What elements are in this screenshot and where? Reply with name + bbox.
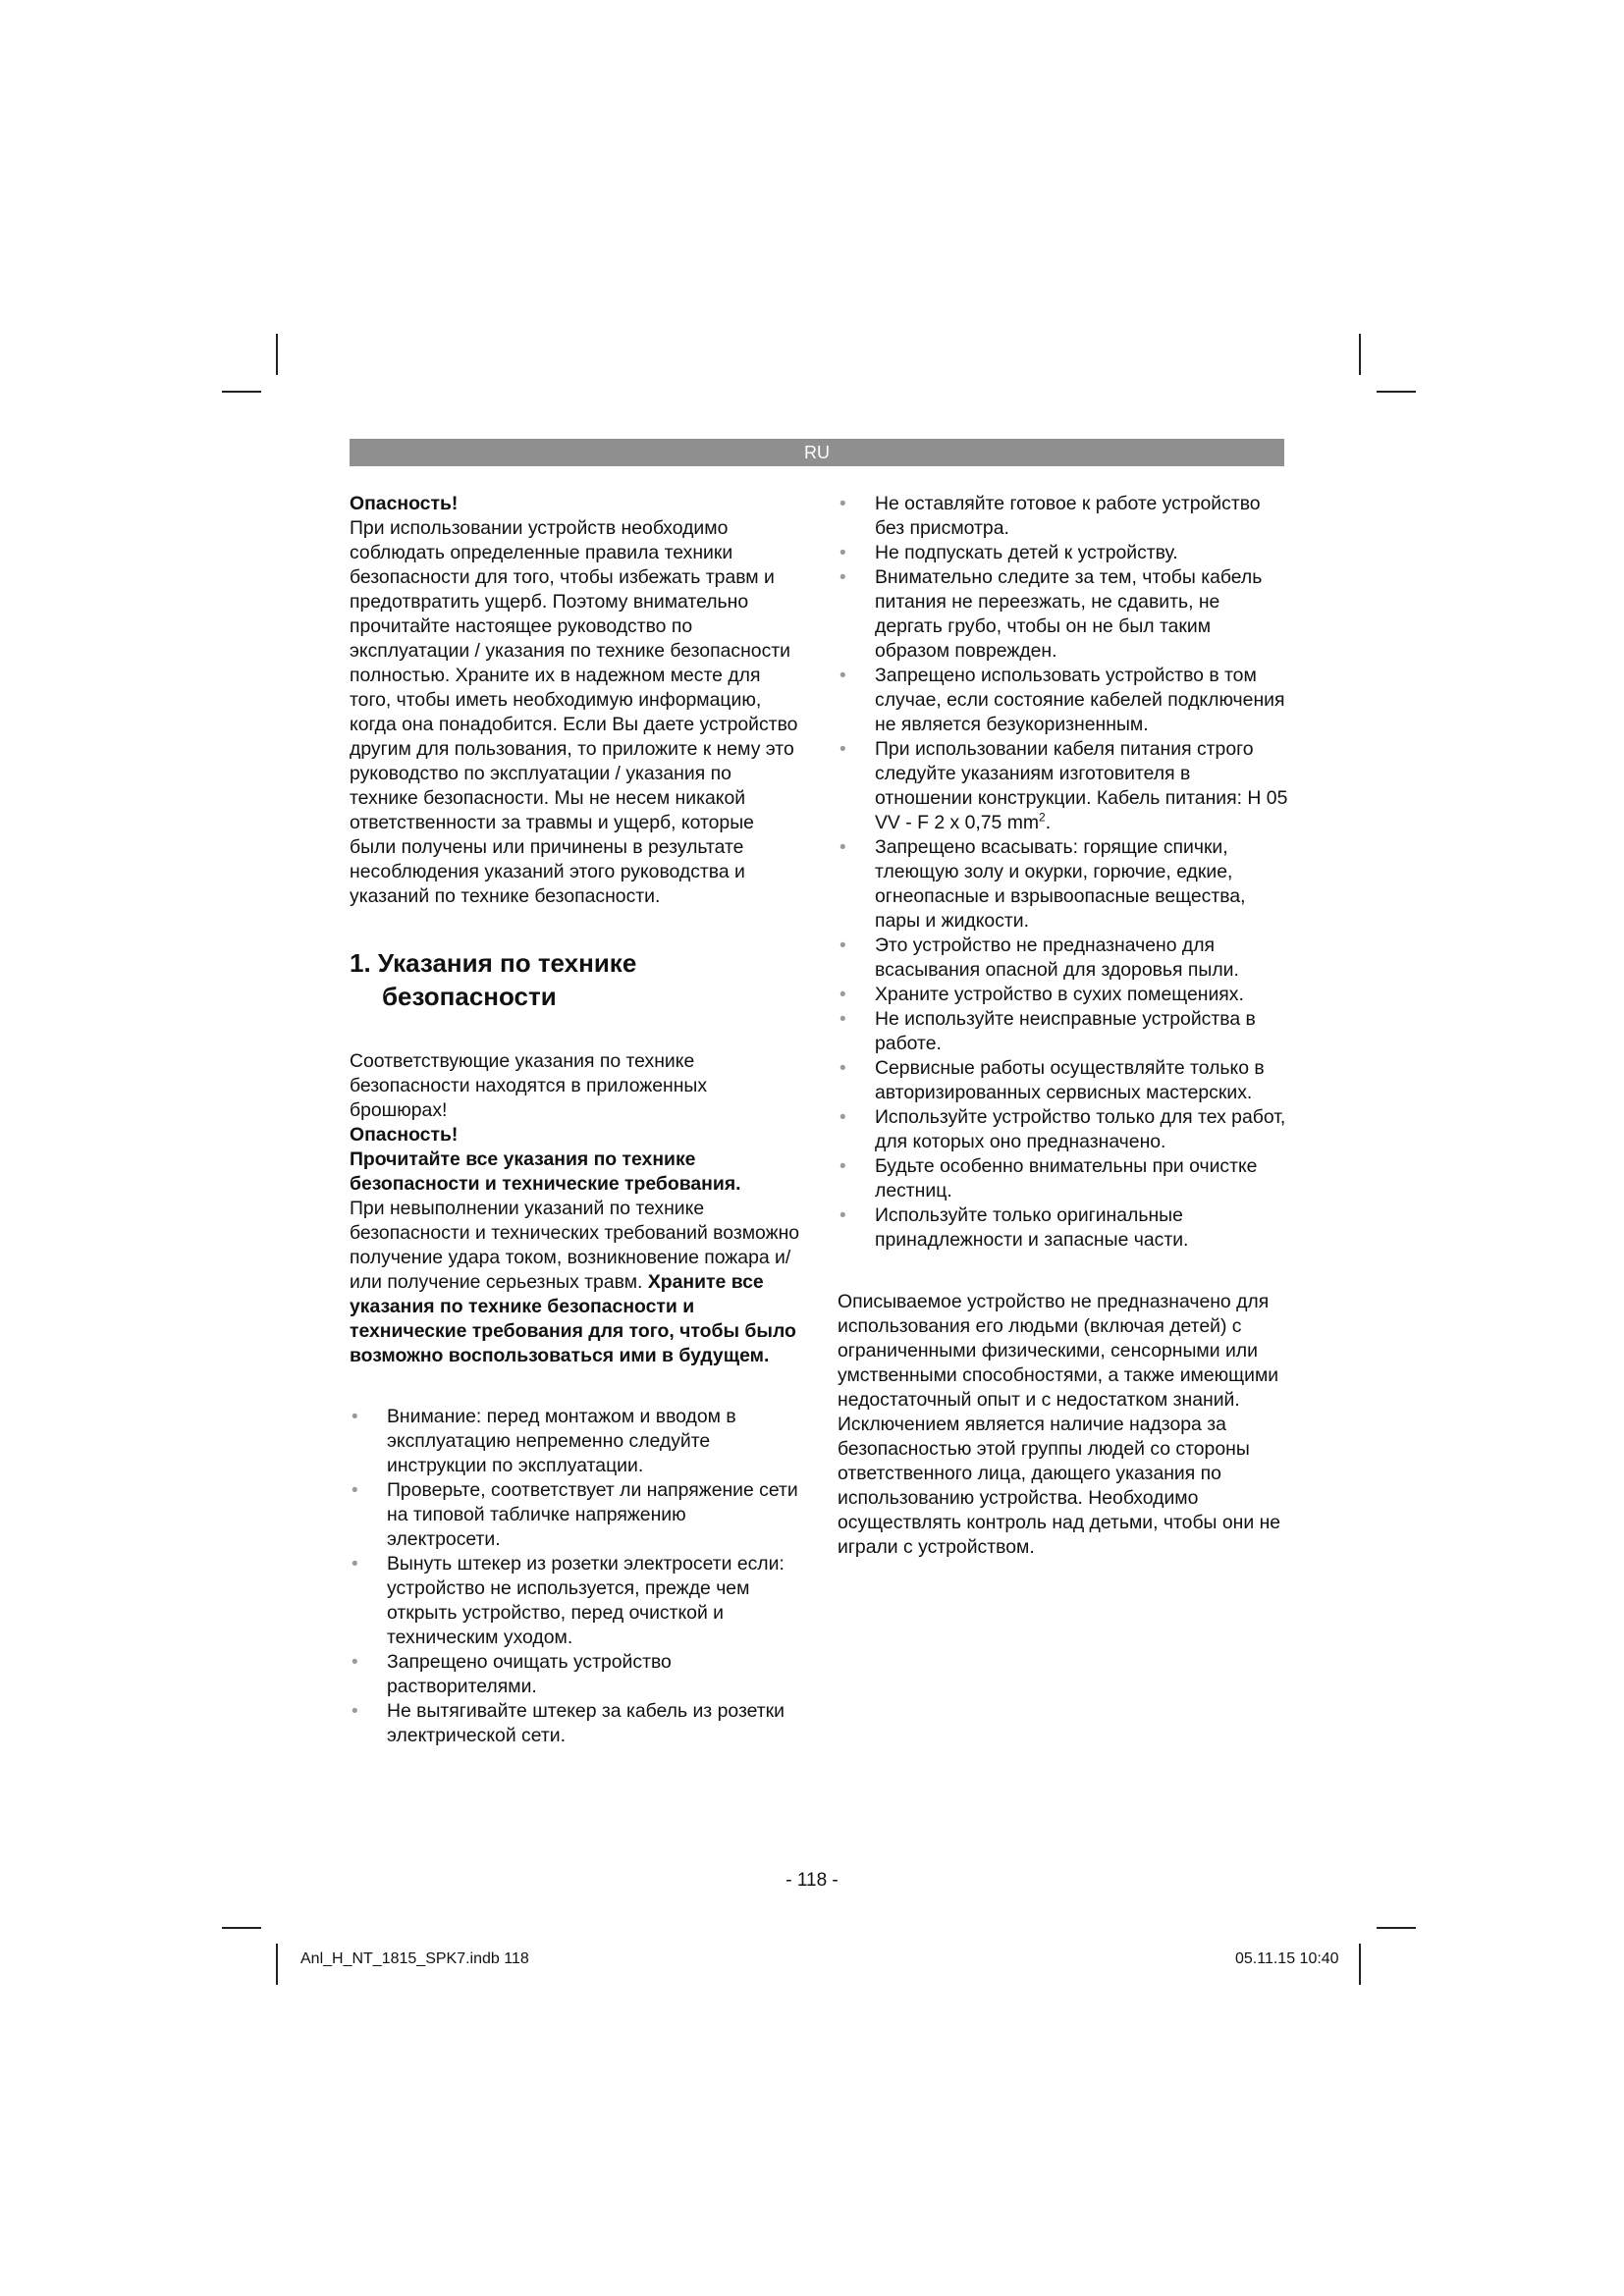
bullet-icon: •	[352, 1480, 358, 1501]
left-bullet-list	[350, 1405, 801, 1748]
bullet-icon: •	[839, 543, 846, 563]
bullet-icon: •	[839, 666, 846, 686]
right-column	[838, 492, 1289, 1560]
list-item: • Внимательно следите за тем, чтобы кабель питания не переезжать, не сдавить, не дергать грубо, чтобы он не был таким образом поврежден.	[839, 566, 1263, 662]
list-item: • Не оставляйте готовое к работе устройство без присмотра.	[839, 493, 1261, 539]
bullet-icon: •	[839, 837, 846, 858]
superscript-two: 2	[1039, 810, 1046, 825]
left-column	[350, 492, 801, 1748]
bullet-icon: •	[839, 567, 846, 588]
list-item: • Не подпускать детей к устройству.	[839, 542, 1178, 563]
bullet-icon: •	[839, 1156, 846, 1177]
crop-mark-top-right-vertical	[1359, 334, 1361, 375]
bullet-icon: •	[839, 985, 846, 1005]
page-number: - 118 -	[785, 1870, 839, 1891]
list-item: • Используйте только оригинальные принадлежности и запасные части.	[839, 1204, 1189, 1251]
bullet-icon: •	[352, 1407, 358, 1427]
footer-date-time: 05.11.15 10:40	[1235, 1950, 1339, 1967]
bullet-icon: •	[839, 1107, 846, 1128]
language-header-bar	[350, 439, 1284, 466]
bullet-icon: •	[839, 1205, 846, 1226]
crop-mark-top-left-horizontal	[222, 391, 261, 393]
footer-file-info: Anl_H_NT_1815_SPK7.indb 118	[300, 1950, 529, 1967]
bullet-icon: •	[352, 1554, 358, 1575]
crop-mark-bottom-right-horizontal	[1377, 1927, 1416, 1929]
list-item: • Запрещено использовать устройство в том случае, если состояние кабелей подключения не является безукоризненным.	[839, 665, 1285, 735]
keep-instructions-text: Храните все указания по технике безопасности и технические требования для того, чтобы было возможно воспользоваться ими в будущем.	[350, 1271, 796, 1366]
bullet-icon: •	[352, 1701, 358, 1722]
bullet-icon: •	[839, 1058, 846, 1079]
read-all-instructions: Прочитайте все указания по технике безопасности и технические требования.	[350, 1148, 741, 1195]
crop-mark-bottom-left-vertical	[276, 1944, 278, 1985]
danger-heading: Опасность!	[350, 493, 459, 514]
bullet-icon: •	[352, 1652, 358, 1673]
bullet-icon: •	[839, 935, 846, 956]
list-item: • Не вытягивайте штекер за кабель из розетки электрической сети.	[352, 1700, 785, 1746]
warning-paragraph	[350, 1197, 801, 1368]
list-item: • Проверьте, соответствует ли напряжение сети на типовой табличке напряжению электросети.	[352, 1479, 798, 1550]
list-item: • При использовании кабеля питания строго следуйте указаниям изготовителя в отношении конструкции. Кабель питания: H 05 VV - F 2 x 0,75 $mm^2$.	[839, 738, 1288, 833]
danger-heading-2: Опасность!	[350, 1124, 459, 1146]
list-item: • Внимание: перед монтажом и вводом в эксплуатацию непременно следуйте инструкции по эксплуатации.	[352, 1406, 736, 1476]
crop-mark-bottom-right-vertical	[1359, 1944, 1361, 1985]
section-title: 1. Указания по технике безопасности	[350, 948, 637, 1011]
right-bullet-list	[838, 492, 1289, 1253]
list-item: • Запрещено всасывать: горящие спички, тлеющую золу и окурки, горючие, едкие, огнеопасные и взрывоопасные вещества, пары и жидкости.	[839, 836, 1246, 932]
list-item: • Запрещено очищать устройство растворителями.	[352, 1651, 672, 1697]
closing-paragraph: Описываемое устройство не предназначено для использования его людьми (включая детей) с ограниченными физическими, сенсорными или умственными способностями, а также имеющими недостаточный опыт и с недостатком знаний. Исключением является наличие надзора за безопасностью этой группы людей со стороны ответственного лица, дающего указания по использованию устройства. Необходимо осуществлять контроль над детьми, чтобы они не играли с устройством.	[838, 1291, 1281, 1558]
list-item: • Используйте устройство только для тех работ, для которых оно предназначено.	[839, 1106, 1286, 1152]
language-tag: RU	[804, 443, 830, 462]
bullet-icon: •	[839, 1009, 846, 1030]
crop-mark-top-left-vertical	[276, 334, 278, 375]
crop-mark-bottom-left-horizontal	[222, 1927, 261, 1929]
list-item: • Вынуть штекер из розетки электросети если: устройство не используется, прежде чем открыть устройство, перед очисткой и техническим уходом.	[352, 1553, 785, 1648]
list-item: • Не используйте неисправные устройства в работе.	[839, 1008, 1256, 1054]
list-item: • Это устройство не предназначено для всасывания опасной для здоровья пыли.	[839, 934, 1239, 981]
list-item: • Сервисные работы осуществляйте только в авторизированных сервисных мастерских.	[839, 1057, 1265, 1103]
list-item: • Будьте особенно внимательны при очистке лестниц.	[839, 1155, 1258, 1201]
crop-mark-top-right-horizontal	[1377, 391, 1416, 393]
section-intro: Соответствующие указания по технике безопасности находятся в приложенных брошюрах!	[350, 1050, 708, 1121]
bullet-icon: •	[839, 739, 846, 760]
warning-text: При невыполнении указаний по технике безопасности и технических требований возможно получение удара током, возникновение пожара и/или получение серьезных травм.	[350, 1198, 800, 1293]
list-item: • Храните устройство в сухих помещениях.	[839, 984, 1244, 1005]
bullet-icon: •	[839, 494, 846, 514]
intro-paragraph: При использовании устройств необходимо соблюдать определенные правила техники безопасности для того, чтобы избежать травм и предотвратить ущерб. Поэтому внимательно прочитайте настоящее руководство по эксплуатации / указания по технике безопасности полностью. Храните их в надежном месте для того, чтобы иметь необходимую информацию, когда она понадобится. Если Вы даете устройство другим для пользования, то приложите к нему это руководство по эксплуатации / указания по технике безопасности. Мы не несем никакой ответственности за травмы и ущерб, которые были получены или причинены в результате несоблюдения указаний этого руководства и указаний по технике безопасности.	[350, 517, 798, 907]
